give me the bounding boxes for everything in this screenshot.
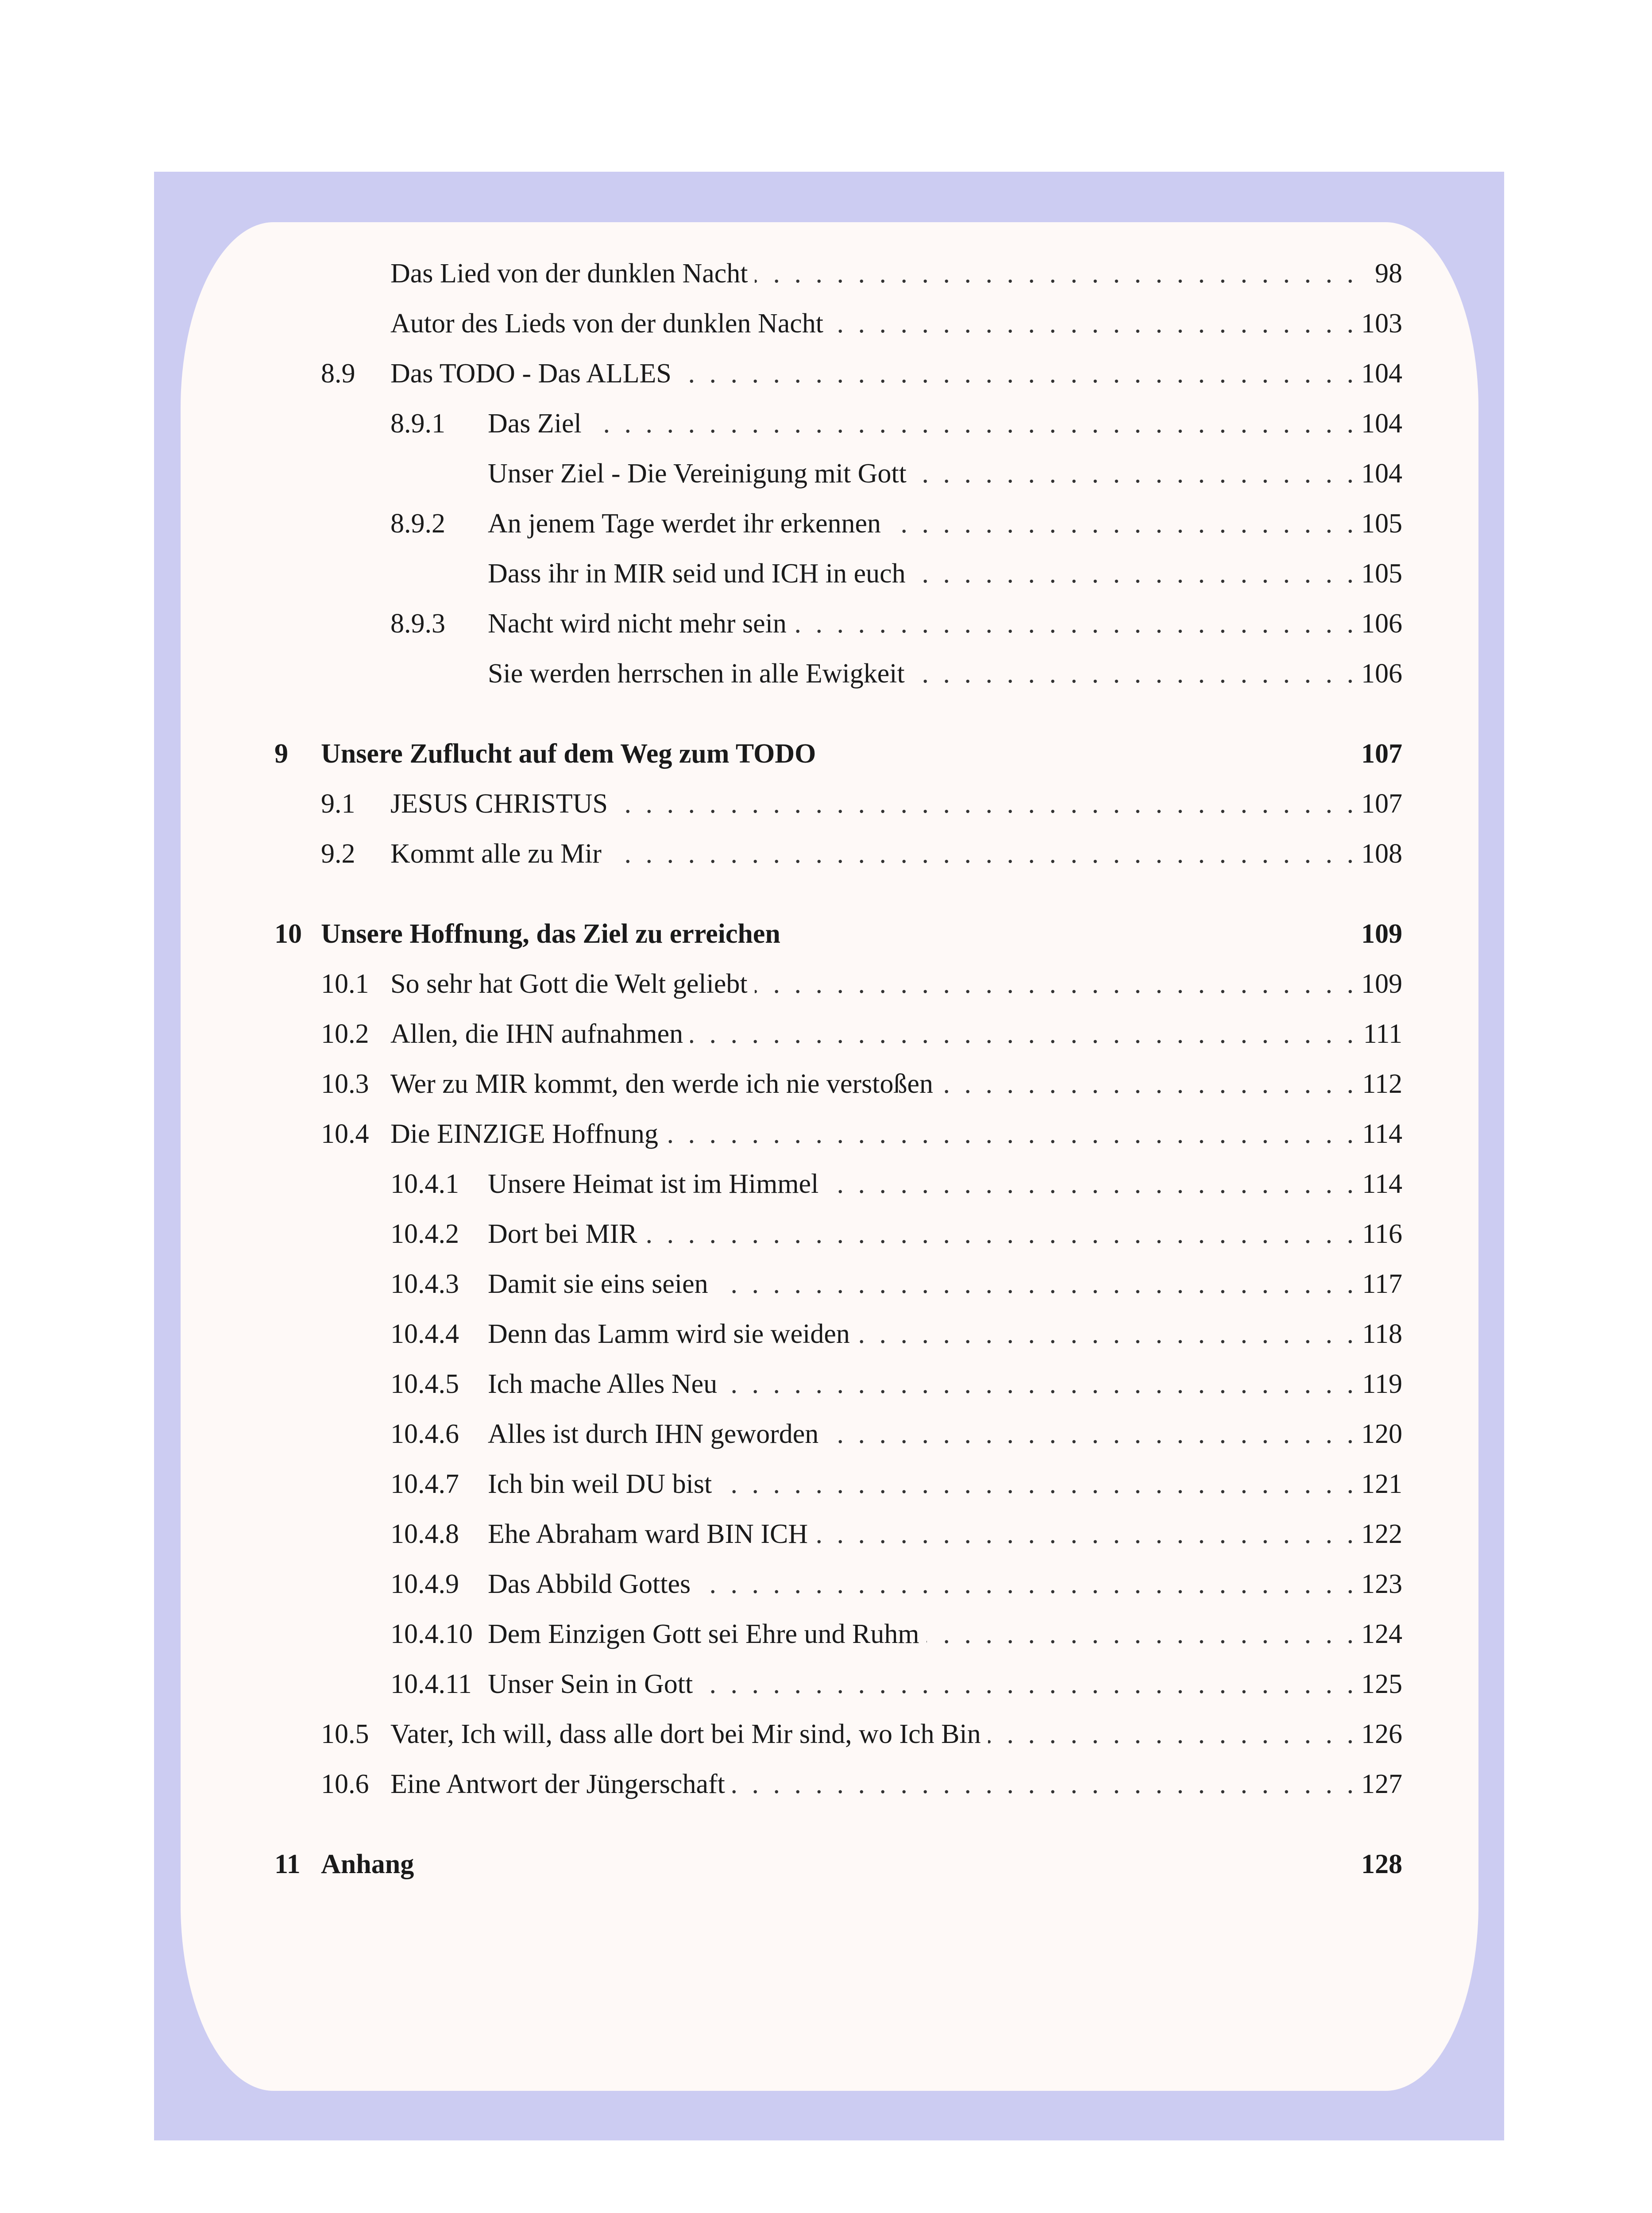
toc-title: Eine Antwort der Jüngerschaft bbox=[390, 1769, 725, 1799]
toc-number: 8.9.1 bbox=[390, 409, 445, 439]
toc-page-number: 112 bbox=[1362, 1069, 1402, 1099]
toc-entry[interactable] bbox=[274, 1259, 1402, 1309]
toc-number: 10.4.2 bbox=[390, 1219, 459, 1249]
toc-number: 10.4.4 bbox=[390, 1319, 459, 1349]
toc-entry[interactable] bbox=[274, 1359, 1402, 1409]
toc-dot-leader bbox=[815, 1509, 1354, 1559]
toc-dot-leader bbox=[645, 1209, 1354, 1259]
toc-chapter[interactable] bbox=[274, 909, 1402, 959]
toc-number: 8.9 bbox=[321, 359, 355, 389]
toc-page-number: 111 bbox=[1363, 1019, 1402, 1049]
toc-page-number: 128 bbox=[1361, 1849, 1402, 1879]
toc-title: Das Lied von der dunklen Nacht bbox=[390, 258, 748, 289]
toc-page-number: 107 bbox=[1361, 789, 1402, 819]
toc-dot-leader bbox=[690, 1009, 1354, 1059]
toc-entry[interactable] bbox=[274, 1459, 1402, 1509]
toc-entry[interactable] bbox=[274, 1059, 1402, 1109]
toc-page-number: 121 bbox=[1361, 1469, 1402, 1499]
toc-page-number: 106 bbox=[1361, 659, 1402, 689]
toc-dot-leader bbox=[940, 1059, 1354, 1109]
toc-entry[interactable] bbox=[274, 499, 1402, 549]
toc-dot-leader bbox=[926, 1609, 1354, 1659]
toc-dot-leader bbox=[755, 249, 1354, 299]
toc-title: So sehr hat Gott die Welt geliebt bbox=[390, 969, 748, 999]
toc-dot-leader bbox=[857, 1309, 1354, 1359]
toc-number: 10.4.11 bbox=[390, 1669, 472, 1699]
toc-title: Dem Einzigen Gott sei Ehre und Ruhm bbox=[488, 1619, 919, 1649]
toc-dot-leader bbox=[609, 829, 1354, 879]
toc-number: 8.9.2 bbox=[390, 509, 445, 539]
toc-page-number: 125 bbox=[1361, 1669, 1402, 1699]
toc-title: Dass ihr in MIR seid und ICH in euch bbox=[488, 559, 906, 589]
toc-dot-leader bbox=[715, 1259, 1354, 1309]
table-of-contents bbox=[274, 249, 1402, 1889]
toc-page-number: 107 bbox=[1361, 739, 1402, 769]
toc-page-number: 123 bbox=[1361, 1569, 1402, 1599]
toc-number: 10.4.10 bbox=[390, 1619, 473, 1649]
toc-title: Damit sie eins seien bbox=[488, 1269, 708, 1299]
toc-title: Allen, die IHN aufnahmen bbox=[390, 1019, 683, 1049]
toc-number: 10.4.3 bbox=[390, 1269, 459, 1299]
toc-dot-leader bbox=[700, 1659, 1354, 1709]
toc-number: 10.3 bbox=[321, 1069, 369, 1099]
toc-entry[interactable] bbox=[274, 829, 1402, 879]
toc-title: JESUS CHRISTUS bbox=[390, 789, 608, 819]
toc-entry[interactable] bbox=[274, 1309, 1402, 1359]
toc-title: Ich bin weil DU bist bbox=[488, 1469, 712, 1499]
toc-title: Alles ist durch IHN geworden bbox=[488, 1419, 819, 1449]
toc-dot-leader bbox=[794, 599, 1354, 649]
toc-chapter[interactable] bbox=[274, 1839, 1402, 1889]
toc-dot-leader bbox=[888, 499, 1354, 549]
toc-title: Autor des Lieds von der dunklen Nacht bbox=[390, 308, 823, 339]
toc-page-number: 116 bbox=[1362, 1219, 1402, 1249]
toc-number: 10.4.8 bbox=[390, 1519, 459, 1549]
toc-chapter[interactable] bbox=[274, 729, 1402, 779]
toc-page-number: 105 bbox=[1361, 559, 1402, 589]
toc-entry[interactable] bbox=[274, 1409, 1402, 1459]
toc-dot-leader bbox=[912, 649, 1354, 699]
toc-page-number: 120 bbox=[1361, 1419, 1402, 1449]
toc-title: Vater, Ich will, dass alle dort bei Mir sind, wo Ich Bin bbox=[390, 1719, 981, 1749]
toc-entry[interactable] bbox=[274, 249, 1402, 299]
toc-number: 9.1 bbox=[321, 789, 355, 819]
toc-page-number: 103 bbox=[1361, 308, 1402, 339]
toc-number: 10.4.6 bbox=[390, 1419, 459, 1449]
toc-entry[interactable] bbox=[274, 779, 1402, 829]
toc-title: Nacht wird nicht mehr sein bbox=[488, 609, 787, 639]
toc-page-number: 127 bbox=[1361, 1769, 1402, 1799]
toc-dot-leader bbox=[988, 1709, 1354, 1759]
toc-title: Unser Sein in Gott bbox=[488, 1669, 693, 1699]
toc-title: Kommt alle zu Mir bbox=[390, 839, 602, 869]
toc-title: Ich mache Alles Neu bbox=[488, 1369, 718, 1399]
toc-title: Unsere Zuflucht auf dem Weg zum TODO bbox=[321, 739, 816, 769]
toc-entry[interactable] bbox=[274, 549, 1402, 599]
toc-title: Sie werden herrschen in alle Ewigkeit bbox=[488, 659, 905, 689]
toc-title: Ehe Abraham ward BIN ICH bbox=[488, 1519, 808, 1549]
toc-dot-leader bbox=[755, 959, 1354, 1009]
toc-entry[interactable] bbox=[274, 349, 1402, 399]
toc-dot-leader bbox=[914, 449, 1354, 499]
toc-dot-leader bbox=[589, 399, 1354, 449]
toc-title: An jenem Tage werdet ihr erkennen bbox=[488, 509, 881, 539]
toc-entry[interactable] bbox=[274, 1559, 1402, 1609]
toc-entry[interactable] bbox=[274, 1659, 1402, 1709]
toc-page-number: 106 bbox=[1361, 609, 1402, 639]
toc-entry[interactable] bbox=[274, 1759, 1402, 1809]
toc-dot-leader bbox=[719, 1459, 1354, 1509]
toc-number: 10 bbox=[274, 919, 302, 949]
toc-entry[interactable] bbox=[274, 1009, 1402, 1059]
toc-entry[interactable] bbox=[274, 1109, 1402, 1159]
toc-page-number: 114 bbox=[1362, 1169, 1402, 1199]
toc-dot-leader bbox=[698, 1559, 1354, 1609]
toc-page-number: 109 bbox=[1361, 969, 1402, 999]
toc-dot-leader bbox=[732, 1759, 1354, 1809]
toc-entry[interactable] bbox=[274, 399, 1402, 449]
toc-title: Das TODO - Das ALLES bbox=[390, 359, 672, 389]
toc-dot-leader bbox=[913, 549, 1354, 599]
toc-page-number: 109 bbox=[1361, 919, 1402, 949]
toc-entry[interactable] bbox=[274, 1609, 1402, 1659]
toc-entry[interactable] bbox=[274, 649, 1402, 699]
toc-dot-leader bbox=[826, 1409, 1354, 1459]
toc-dot-leader bbox=[665, 1109, 1354, 1159]
toc-title: Die EINZIGE Hoffnung bbox=[390, 1119, 658, 1149]
toc-entry[interactable] bbox=[274, 449, 1402, 499]
toc-dot-leader bbox=[724, 1359, 1354, 1409]
toc-number: 10.4.1 bbox=[390, 1169, 459, 1199]
toc-title: Unsere Heimat ist im Himmel bbox=[488, 1169, 819, 1199]
toc-page-number: 98 bbox=[1375, 258, 1402, 289]
toc-number: 10.4.5 bbox=[390, 1369, 459, 1399]
toc-dot-leader bbox=[826, 1159, 1354, 1209]
toc-number: 9 bbox=[274, 739, 288, 769]
toc-title: Unser Ziel - Die Vereinigung mit Gott bbox=[488, 459, 907, 489]
toc-page-number: 122 bbox=[1361, 1519, 1402, 1549]
toc-entry[interactable] bbox=[274, 299, 1402, 349]
toc-title: Anhang bbox=[321, 1849, 414, 1879]
toc-page-number: 105 bbox=[1361, 509, 1402, 539]
toc-page-number: 108 bbox=[1361, 839, 1402, 869]
toc-entry[interactable] bbox=[274, 959, 1402, 1009]
toc-number: 10.4.7 bbox=[390, 1469, 459, 1499]
toc-number: 9.2 bbox=[321, 839, 355, 869]
toc-number: 10.2 bbox=[321, 1019, 369, 1049]
toc-title: Das Ziel bbox=[488, 409, 582, 439]
toc-entry[interactable] bbox=[274, 599, 1402, 649]
toc-number: 10.6 bbox=[321, 1769, 369, 1799]
toc-page-number: 114 bbox=[1362, 1119, 1402, 1149]
toc-dot-leader bbox=[830, 299, 1354, 349]
toc-page-number: 104 bbox=[1361, 409, 1402, 439]
toc-page-number: 126 bbox=[1361, 1719, 1402, 1749]
toc-number: 10.4.9 bbox=[390, 1569, 459, 1599]
toc-number: 11 bbox=[274, 1849, 301, 1879]
toc-dot-leader bbox=[679, 349, 1354, 399]
toc-entry[interactable] bbox=[274, 1709, 1402, 1759]
toc-number: 10.5 bbox=[321, 1719, 369, 1749]
toc-title: Denn das Lamm wird sie weiden bbox=[488, 1319, 850, 1349]
toc-number: 8.9.3 bbox=[390, 609, 445, 639]
toc-page-number: 124 bbox=[1361, 1619, 1402, 1649]
toc-page-number: 119 bbox=[1362, 1369, 1402, 1399]
toc-title: Wer zu MIR kommt, den werde ich nie verstoßen bbox=[390, 1069, 934, 1099]
toc-title: Unsere Hoffnung, das Ziel zu erreichen bbox=[321, 919, 780, 949]
toc-page-number: 117 bbox=[1362, 1269, 1402, 1299]
toc-title: Das Abbild Gottes bbox=[488, 1569, 691, 1599]
toc-dot-leader bbox=[615, 779, 1354, 829]
toc-entry[interactable] bbox=[274, 1159, 1402, 1209]
toc-title: Dort bei MIR bbox=[488, 1219, 637, 1249]
toc-number: 10.4 bbox=[321, 1119, 369, 1149]
toc-page-number: 118 bbox=[1362, 1319, 1402, 1349]
toc-page-number: 104 bbox=[1361, 359, 1402, 389]
toc-page-number: 104 bbox=[1361, 459, 1402, 489]
toc-number: 10.1 bbox=[321, 969, 369, 999]
toc-entry[interactable] bbox=[274, 1209, 1402, 1259]
toc-entry[interactable] bbox=[274, 1509, 1402, 1559]
